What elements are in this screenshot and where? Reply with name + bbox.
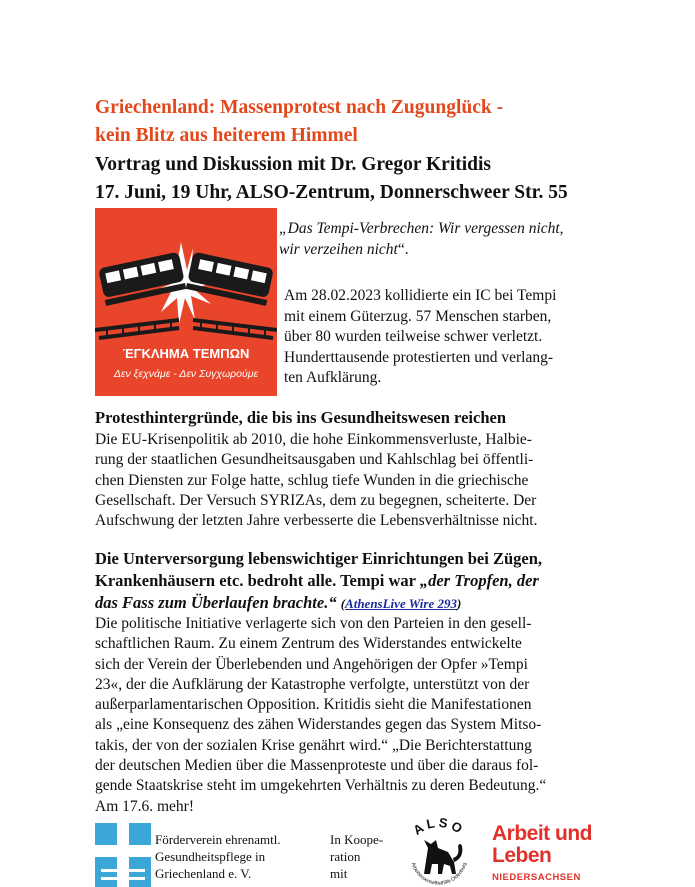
body-line: 23«, der die Aufklärung der Katastrophe verfolgte, unterstützt von der [95, 675, 530, 693]
intro-line: Hunderttausende protestierten und verlang- [284, 348, 554, 366]
subtitle-line-1: Vortrag und Diskussion mit Dr. Gregor Kritidis [95, 154, 492, 175]
section-2-heading-line-3 [95, 593, 461, 615]
train-crash-icon [95, 208, 277, 396]
coop-line: mit [330, 866, 348, 881]
aul-line-3: NIEDERSACHSEN [492, 872, 581, 883]
also-ring-text: Arbeitslosenselbsthilfe Oldenburg [409, 861, 469, 887]
foerderverein-name [155, 831, 281, 882]
intro-line: über 80 wurden teilweise schwer verletzt. [284, 328, 543, 345]
poster-quote [279, 218, 599, 260]
section-2-heading-line-1: Die Unterversorgung lebenswichtiger Einrichtungen bei Zügen, [95, 549, 543, 568]
section-1-heading: Protesthintergründe, die bis ins Gesundheitswesen reichen [95, 408, 506, 427]
intro-paragraph [284, 286, 604, 389]
section-2-body [95, 614, 546, 817]
poster-caption-line-2: Δεν ξεχνάμε - Δεν Συγχωρούμε [113, 368, 259, 380]
body-line: außerparlamentarischen Opposition. Kritidis sieht die Manifestationen [95, 696, 532, 714]
org-line: Gesundheitspflege in [155, 849, 266, 864]
intro-line: Am 28.02.2023 kollidierte ein IC bei Tempi [284, 287, 557, 304]
intro-line: mit einem Güterzug. 57 Menschen starben, [284, 307, 552, 325]
quote-closing: “. [397, 241, 409, 258]
source-citation [341, 596, 462, 611]
title-line-2: kein Blitz aus heiterem Himmel [95, 125, 358, 146]
coop-line: In Koope- [330, 832, 384, 847]
body-line: als „eine Konsequenz des zähen Widerstandes gegen das System Mitso- [95, 716, 542, 734]
source-paren-open: ( [340, 596, 346, 611]
body-line: rung der staatlichen Gesundheitsausgaben und Kahlschlag bei öffentli- [95, 451, 534, 469]
also-logo-text: ALSO [410, 814, 468, 838]
arbeit-und-leben-logo [492, 823, 592, 883]
body-line: Die EU-Krisenpolitik ab 2010, die hohe Einkommensverluste, Halbie- [95, 431, 532, 448]
aul-line-2: Leben [492, 844, 552, 867]
foerderverein-logo [95, 823, 151, 887]
poster-caption-line-1: ΈΓΚΛΗΜΑ ΤΕΜΠΩΝ [122, 346, 250, 361]
quote-line-1: „Das Tempi-Verbrechen: Wir vergessen nicht, [279, 220, 564, 237]
heading-quote-end: das Fass zum Überlaufen brachte.“ [95, 593, 337, 612]
athenslive-link[interactable]: AthensLive Wire 293 [345, 596, 457, 611]
body-line: chen Diensten zur Folge hatte, schlug tiefe Wunden in die griechische [95, 471, 529, 489]
body-line: der deutschen Medien über die Massenproteste und über die daraus fol- [95, 757, 539, 775]
tempi-poster-image [95, 208, 277, 396]
body-line: takis, der von der sozialen Krise genährt wird.“ „Die Berichterstattung [95, 736, 532, 754]
heading-quote: „der Tropfen, der [419, 571, 539, 590]
body-line: schaftlichen Raum. Zu einem Zentrum des Widerstandes entwickelte [95, 635, 522, 653]
source-paren-close: ) [457, 596, 462, 611]
title-line-1: Griechenland: Massenprotest nach Zugunglück - [95, 97, 504, 118]
body-line: Aufschwung der letzten Jahre verbesserte die Lebensverhältnisse nicht. [95, 512, 538, 530]
body-line: Am 17.6. mehr! [95, 797, 195, 815]
quote-line-2: wir verzeihen nicht [279, 241, 398, 258]
body-line: gende Staatskrise steht im umgekehrten Verhältnis zu deren Bedeutung.“ [95, 777, 547, 795]
aul-line-1: Arbeit und [492, 822, 592, 845]
heading-text: Krankenhäusern etc. bedroht alle. Tempi war [95, 571, 420, 590]
svg-text:ALSO [410, 815, 467, 838]
org-line: Griechenland e. V. [155, 866, 252, 881]
section-2-heading-line-2 [95, 571, 539, 592]
cooperation-note [330, 831, 383, 882]
coop-line: ration [330, 849, 361, 864]
black-cat-icon [424, 840, 462, 874]
org-line: Förderverein ehrenamtl. [155, 832, 281, 847]
body-line: Die politische Initiative verlagerte sich von den Parteien in den gesell- [95, 615, 532, 632]
section-1-body [95, 430, 537, 531]
body-line: sich der Verein der Überlebenden und Angehörigen der Opfer »Tempi [95, 655, 528, 673]
body-line: Gesellschaft. Der Versuch SYRIZAs, dem zu begegnen, scheiterte. Der [95, 491, 537, 509]
intro-line: ten Aufklärung. [284, 369, 382, 386]
subtitle-line-2: 17. Juni, 19 Uhr, ALSO-Zentrum, Donnerschweer Str. 55 [95, 182, 568, 203]
also-logo [398, 814, 480, 887]
